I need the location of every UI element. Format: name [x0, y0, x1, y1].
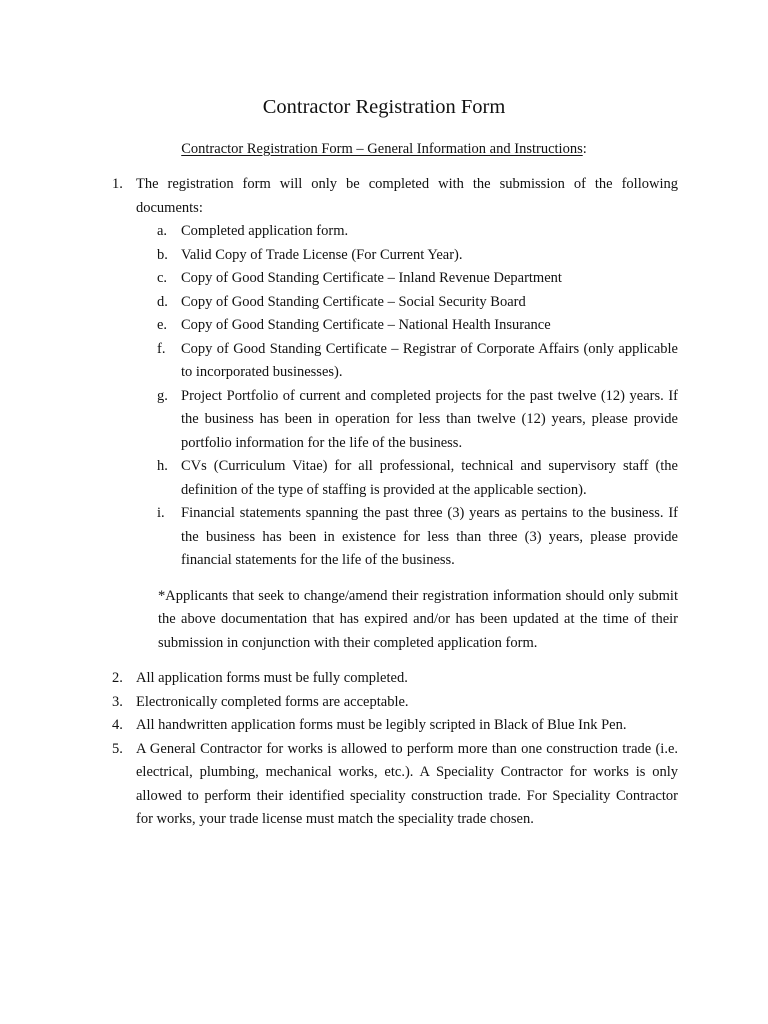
sub-item-letter: d.: [157, 293, 168, 310]
list-item-4: [112, 714, 678, 738]
sub-item-letter: h.: [157, 458, 168, 474]
list-item-number: 3.: [112, 693, 123, 710]
subtitle-colon: :: [582, 141, 587, 157]
subtitle-underlined-text: Contractor Registration Form – General Information and Instructions: [181, 141, 583, 157]
sub-item-letter: c.: [157, 270, 168, 286]
sub-item-text: Financial statements spanning the past three (3) years as pertains to the business. If the business has been in existence for less than three (3) years, please provide financial statements for the life of the business.: [181, 505, 678, 568]
list-item-text: The registration form will only be completed with the submission of the following documents:: [136, 176, 678, 216]
sub-item-text: Project Portfolio of current and completed projects for the past twelve (12) years. If the business has been in operation for less than twelve (12) years, please provide portfolio information for the life of the business.: [181, 387, 678, 451]
sub-item-f: [157, 338, 678, 385]
sub-item-g: [157, 385, 678, 456]
sub-item-text: Completed application form.: [181, 223, 349, 239]
sub-item-letter: i.: [157, 505, 165, 521]
document-title: Contractor Registration Form: [262, 96, 506, 118]
sub-item-b: [157, 244, 678, 268]
instructions-list: [0, 173, 768, 832]
amendment-note: *Applicants that seek to change/amend their registration information should only submit the above documentation that has expired and/or has been updated at the time of their submission in conjunction with their completed application form.: [158, 587, 678, 651]
list-item-5: [112, 738, 678, 832]
document-subtitle: [0, 139, 768, 159]
sub-item-a: [157, 220, 678, 244]
sub-item-text: Valid Copy of Trade License (For Current Year).: [181, 246, 463, 263]
sub-item-letter: f.: [157, 340, 166, 357]
sub-item-i: [157, 502, 678, 573]
list-item-number: 5.: [112, 740, 123, 757]
sub-item-letter: a.: [157, 223, 168, 239]
list-item-3: [112, 691, 678, 715]
sub-item-h: [157, 455, 678, 502]
sub-item-letter: g.: [157, 387, 168, 404]
sub-item-e: [157, 314, 678, 338]
sub-item-text: Copy of Good Standing Certificate – Inland Revenue Department: [181, 270, 562, 286]
sub-item-text: CVs (Curriculum Vitae) for all professional, technical and supervisory staff (the definition of the type of staffing is provided at the applicable section).: [181, 458, 678, 498]
sub-list: [136, 220, 678, 573]
sub-item-letter: e.: [157, 317, 168, 333]
sub-item-c: [157, 267, 678, 291]
sub-item-d: [157, 291, 678, 315]
list-item-number: 1.: [112, 176, 123, 192]
list-item-1: [112, 173, 678, 220]
sub-item-text: Copy of Good Standing Certificate – Social Security Board: [181, 293, 526, 310]
list-item-text: All application forms must be fully completed.: [136, 670, 408, 686]
sub-item-text: Copy of Good Standing Certificate – Registrar of Corporate Affairs (only applicable to incorporated businesses).: [181, 340, 678, 380]
list-item-text: Electronically completed forms are acceptable.: [136, 693, 409, 710]
list-item-text: All handwritten application forms must be legibly scripted in Black of Blue Ink Pen.: [136, 717, 627, 733]
list-item-text: A General Contractor for works is allowed to perform more than one construction trade (i.e. electrical, plumbing, mechanical works, etc.). A Speciality Contractor for works is only allowed to perform their identified speciality construction trade. For Speciality Contractor for works, your trade license must match the speciality trade chosen.: [136, 740, 678, 827]
list-item-number: 2.: [112, 670, 123, 686]
sub-item-text: Copy of Good Standing Certificate – National Health Insurance: [181, 317, 551, 333]
list-item-2: [112, 667, 678, 691]
sub-item-letter: b.: [157, 246, 168, 263]
list-item-number: 4.: [112, 717, 123, 733]
